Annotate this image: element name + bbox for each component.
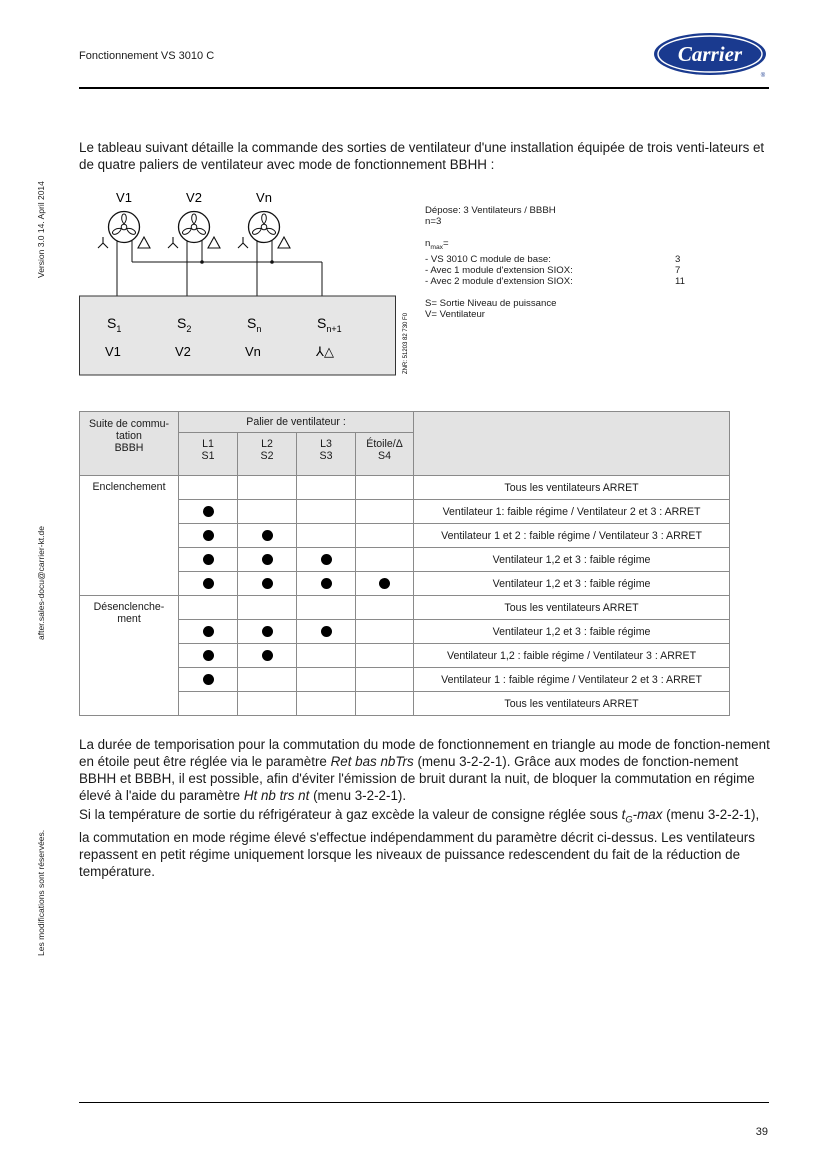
notes-row: - VS 3010 C module de base: 3 [425, 253, 681, 265]
stage-cell [297, 572, 356, 596]
state-description: Ventilateur 1,2 et 3 : faible régime [414, 620, 730, 644]
side-rights: Les modifications sont réservées. [36, 829, 46, 956]
stage-cell [179, 620, 238, 644]
output-sn1: $S_{n+1}$ [317, 315, 342, 334]
stage-cell [179, 572, 238, 596]
paragraph-delay: La durée de temporisation pour la commutation du mode de fonctionnement en triangle au mode de fonction-nement en étoile peut être réglée via le paramètre Ret bas nbTrs (menu 3-2-2-1). Grâce aux modes de fonction-nement BBHH et BBBH, il est possible, afin d'éviter l'émission de bruit durant la nuit, de bloquer la commutation en régime élevé à l'aide du paramètre Ht nb trs nt (menu 3-2-2-1). [79, 737, 770, 803]
table-row [80, 596, 730, 620]
drawing-ref: ZNR: 51203 82 730 F0 [403, 312, 409, 374]
stage-cell [238, 644, 297, 668]
state-description: Ventilateur 1,2 : faible régime / Ventilateur 3 : ARRET [414, 644, 730, 668]
state-description: Ventilateur 1,2 et 3 : faible régime [414, 572, 730, 596]
notes-line2: n=3 [425, 216, 442, 228]
stage-cell [356, 596, 414, 620]
stage-active-dot [262, 530, 273, 541]
fan-label-1: V1 [116, 190, 132, 205]
stage-cell [356, 476, 414, 500]
stage-cell [297, 476, 356, 500]
fan-label-2: V2 [186, 190, 202, 205]
logo-mark: ® [760, 73, 766, 79]
notes-row: - Avec 1 module d'extension SIOX: 7 [425, 264, 681, 276]
stage-active-dot [262, 578, 273, 589]
fan-1-icon [109, 212, 140, 243]
header-rule [79, 87, 769, 89]
stage-active-dot [321, 554, 332, 565]
stage-cell [297, 644, 356, 668]
wiring-diagram [79, 184, 409, 376]
stage-cell [356, 548, 414, 572]
fan-control-table [79, 411, 730, 716]
state-description: Ventilateur 1 : faible régime / Ventilateur 2 et 3 : ARRET [414, 668, 730, 692]
stage-cell [238, 572, 297, 596]
col-header-l3: L3 S3 [297, 433, 356, 476]
fan-2-icon [179, 212, 210, 243]
mode-enclenchement: Enclenchement [80, 476, 179, 596]
stage-cell [356, 524, 414, 548]
paragraph-temperature: Si la température de sortie du réfrigérateur à gaz excède la valeur de consigne réglée sous $t_G-\max$ (menu 3-2-2-1), la commutation en mode régime élevé s'effectue indépendamment du paramètre décrit ci-dessus. Les ventilateurs repassent en petit régime uniquement lorsque les niveaux de puissance redescendent du fait de la réduction de température. [79, 807, 760, 879]
mode-desenclenchement: Désenclenche- ment [80, 596, 179, 716]
stage-cell [179, 500, 238, 524]
notes-legend1: S= Sortie Niveau de puissance [425, 298, 557, 310]
stage-active-dot [262, 554, 273, 565]
stage-cell [297, 620, 356, 644]
stage-active-dot [321, 578, 332, 589]
output-s1: $S_1$ [107, 315, 122, 334]
stage-cell [356, 500, 414, 524]
notes-legend2: V= Ventilateur [425, 309, 486, 321]
col-header-l1: L1 S1 [179, 433, 238, 476]
stage-active-dot [203, 674, 214, 685]
state-description: Tous les ventilateurs ARRET [414, 692, 730, 716]
output-label-1: V1 [105, 344, 121, 359]
stage-cell [356, 668, 414, 692]
stage-cell [238, 620, 297, 644]
state-description: Ventilateur 1: faible régime / Ventilateur 2 et 3 : ARRET [414, 500, 730, 524]
col-header-l2: L2 S2 [238, 433, 297, 476]
stage-cell [179, 668, 238, 692]
stage-cell [179, 548, 238, 572]
stage-cell [238, 692, 297, 716]
stage-active-dot [203, 506, 214, 517]
footer-rule [79, 1102, 769, 1103]
side-version: Version 3.0 14. April 2014 [36, 181, 46, 278]
stage-active-dot [203, 530, 214, 541]
stage-cell [179, 476, 238, 500]
stage-cell [238, 500, 297, 524]
col-header-star-delta: Étoile/Δ S4 [356, 433, 414, 476]
stage-cell [179, 692, 238, 716]
carrier-logo [652, 31, 769, 80]
stage-cell [179, 596, 238, 620]
output-label-2: V2 [175, 344, 191, 359]
stage-cell [297, 548, 356, 572]
output-s2: $S_2$ [177, 315, 192, 334]
stage-cell [356, 572, 414, 596]
stage-cell [297, 668, 356, 692]
stage-active-dot [321, 626, 332, 637]
notes-nmax: $n_{max}=$ [425, 238, 449, 252]
stage-active-dot [203, 626, 214, 637]
fan-3-icon [249, 212, 280, 243]
table-row [80, 476, 730, 500]
page-number: 39 [755, 1126, 768, 1138]
stage-active-dot [262, 626, 273, 637]
stage-cell [297, 692, 356, 716]
state-description: Ventilateur 1,2 et 3 : faible régime [414, 548, 730, 572]
side-email: after.sales-docu@carrier-kt.de [36, 526, 46, 640]
fan-label-3: Vn [256, 190, 272, 205]
state-description: Ventilateur 1 et 2 : faible régime / Ventilateur 3 : ARRET [414, 524, 730, 548]
stage-active-dot [203, 578, 214, 589]
stage-cell [297, 524, 356, 548]
col-header-group: Palier de ventilateur : [179, 412, 414, 433]
output-label-3: Vn [245, 344, 261, 359]
stage-cell [179, 524, 238, 548]
notes-row: - Avec 2 module d'extension SIOX: 11 [425, 275, 685, 287]
stage-cell [356, 692, 414, 716]
stage-cell [238, 668, 297, 692]
stage-active-dot [262, 650, 273, 661]
stage-active-dot [203, 554, 214, 565]
stage-cell [297, 500, 356, 524]
diagram-notes [425, 205, 725, 321]
notes-line1: Dépose: 3 Ventilateurs / BBBH [425, 205, 556, 216]
output-sn: $S_n$ [247, 315, 262, 334]
stage-cell [356, 620, 414, 644]
stage-cell [238, 548, 297, 572]
output-label-4: ⅄△ [316, 345, 334, 360]
stage-active-dot [379, 578, 390, 589]
logo-text: Carrier [677, 42, 743, 66]
stage-cell [238, 524, 297, 548]
stage-cell [179, 644, 238, 668]
state-description: Tous les ventilateurs ARRET [414, 596, 730, 620]
stage-cell [238, 476, 297, 500]
state-description: Tous les ventilateurs ARRET [414, 476, 730, 500]
col-header-empty [414, 412, 730, 476]
stage-active-dot [203, 650, 214, 661]
stage-cell [238, 596, 297, 620]
col-header-sequence: Suite de commu- tation BBBH [80, 412, 179, 476]
stage-cell [356, 644, 414, 668]
header-title: Fonctionnement VS 3010 C [79, 50, 215, 62]
intro-paragraph: Le tableau suivant détaille la commande des sorties de ventilateur d'une installation équipée de trois venti-lateurs et de quatre paliers de ventilateur avec mode de fonctionnement BBHH : [79, 140, 765, 172]
stage-cell [297, 596, 356, 620]
